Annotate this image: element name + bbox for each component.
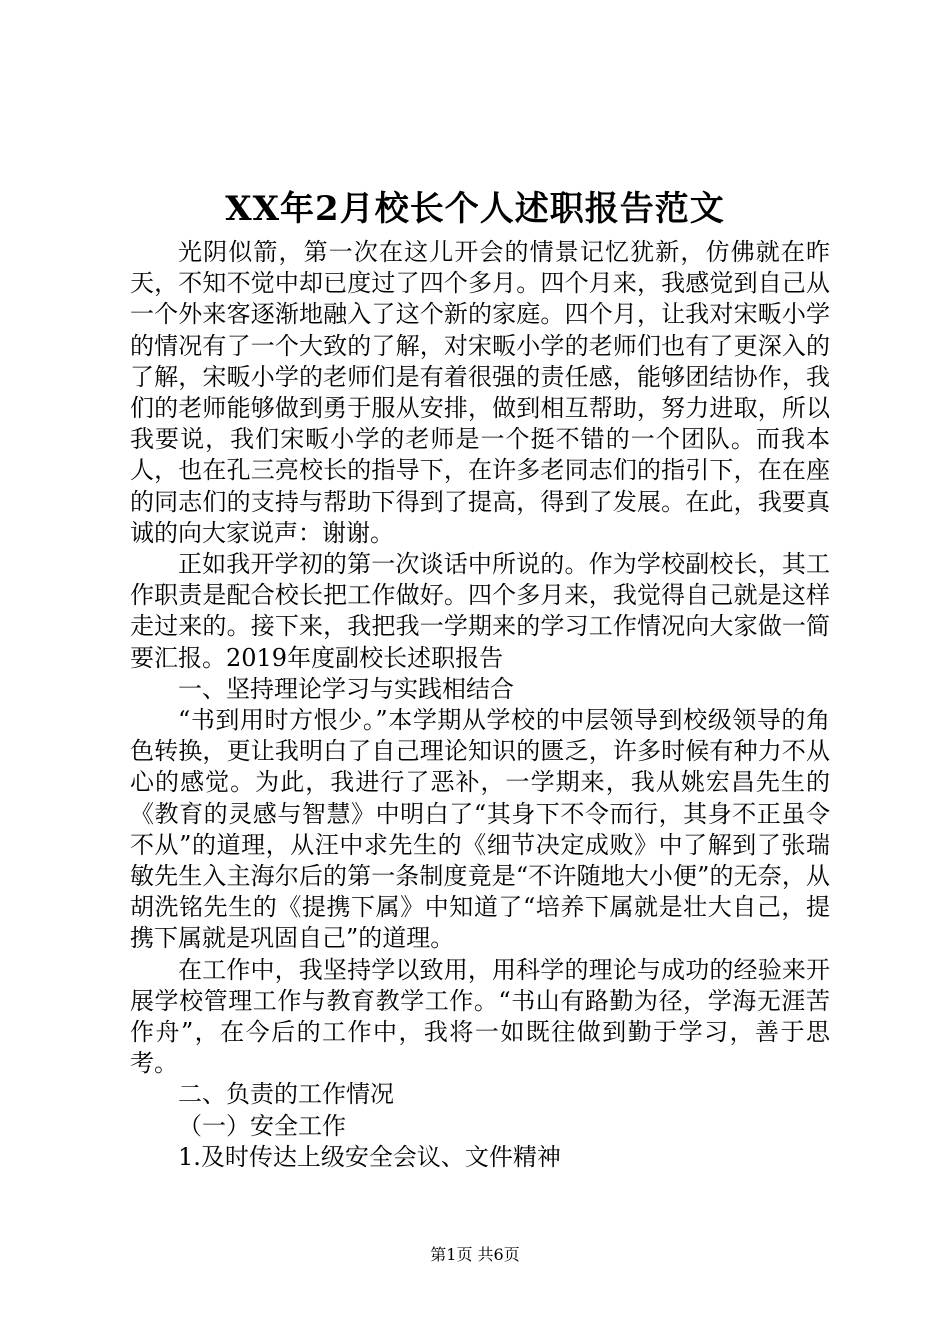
paragraph-intro: 光阴似箭，第一次在这儿开会的情景记忆犹新，仿佛就在昨天，不知不觉中却已度过了四个多月。四个月来，我感觉到自己从一个外来客逐渐地融入了这个新的家庭。四个月，让我对宋畈小学的情况有了一个大致的了解，对宋畈小学的老师们也有了更深入的了解，宋畈小学的老师们是有着很强的责任感，能够团结协作，我们的老师能够做到勇于服从安排，做到相互帮助，努力进取，所以我要说，我们宋畈小学的老师是一个挺不错的一个团队。而我本人，也在孔三亮校长的指导下，在许多老同志们的指引下，在在座的同志们的支持与帮助下得到了提高，得到了发展。在此，我要真诚的向大家说声：谢谢。 [130,238,830,547]
paragraph-application: 在工作中，我坚持学以致用，用科学的理论与成功的经验来开展学校管理工作与教育教学工作。“书山有路勤为径，学海无涯苦作舟”，在今后的工作中，我将一如既往做到勤于学习，善于思考。 [130,955,830,1078]
paragraph-study: “书到用时方恨少。”本学期从学校的中层领导到校级领导的角色转换，更让我明白了自己理论知识的匮乏，许多时候有种力不从心的感觉。为此，我进行了恶补，一学期来，我从姚宏昌先生的《教育的灵感与智慧》中明白了“其身下不令而行，其身不正虽令不从”的道理，从汪中求先生的《细节决定成败》中了解到了张瑞敏先生入主海尔后的第一条制度竟是“不许随地大小便”的无奈，从胡洗铭先生的《提携下属》中知道了“培养下属就是壮大自己，提携下属就是巩固自己”的道理。 [130,706,830,953]
document-body [130,237,830,1173]
section-heading-theory-practice: 一、坚持理论学习与实践相结合 [178,674,514,703]
list-item-safety-1: 1.及时传达上级安全会议、文件精神 [178,1142,561,1171]
page-number-footer: 第1页 共6页 [430,1245,520,1264]
subsection-heading-safety: （一）安全工作 [178,1111,346,1140]
paragraph-duties: 正如我开学初的第一次谈话中所说的。作为学校副校长，其工作职责是配合校长把工作做好。四个多月来，我觉得自己就是这样走过来的。接下来，我把我一学期来的学习工作情况向大家做一简要汇报。2019年度副校长述职报告 [130,550,830,672]
section-heading-work-status: 二、负责的工作情况 [178,1080,394,1109]
document-title: XX年2月校长个人述职报告范文 [225,189,725,229]
